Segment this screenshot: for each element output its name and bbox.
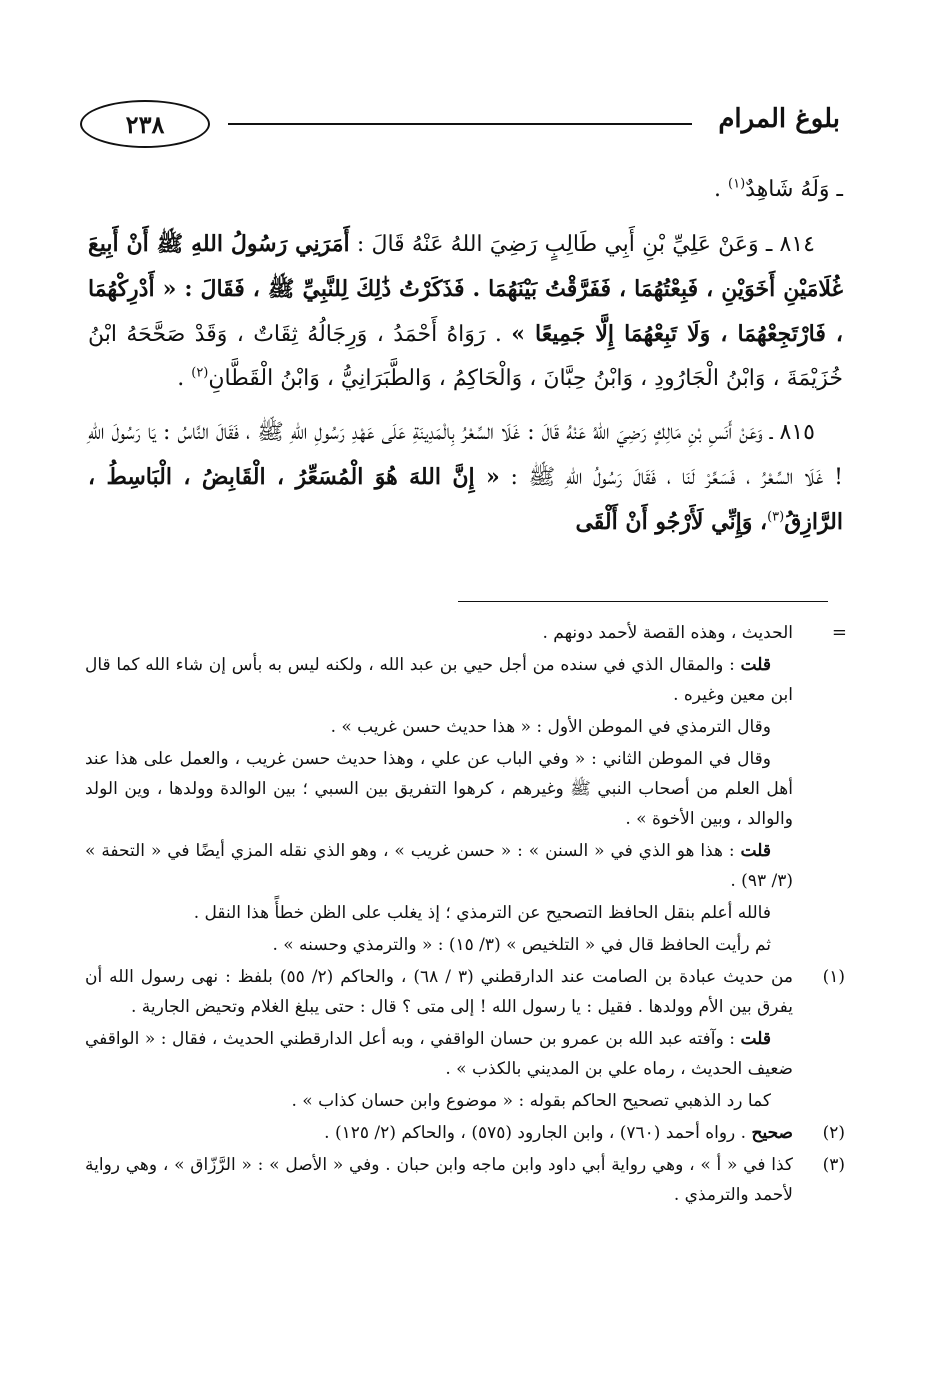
footnote-ref-2: (٢)	[191, 365, 209, 381]
footnote-continuation	[85, 618, 845, 960]
hadith-814-quote: أَمَرَنِي رَسُولُ اللهِ ﷺ أَنْ أَبِيعَ غُلَامَيْنِ أَخَوَيْنِ ، فَبِعْتُهُمَا ، فَفَرَّقْتُ بَيْنَهُمَا . فَذَكَرْتُ ذَٰلِكَ لِلنَّبِيِّ ﷺ ، فَقَالَ :	[88, 231, 843, 302]
page-number: ٢٣٨	[80, 100, 210, 148]
footnote-1	[85, 962, 845, 1116]
qult-label: قلت	[740, 1029, 771, 1049]
book-title: بلوغ المرام	[718, 104, 840, 134]
footnote-text: كذا في « أ » ، وهي رواية أبي داود وابن ماجه وابن حبان . وفي « الأصل » : « الرَّزّاق » ، وهي رواية لأحمد والترمذي .	[85, 1155, 793, 1205]
page-header	[80, 96, 840, 152]
footnote-text: من حديث عبادة بن الصامت عند الدارقطني (٣ / ٦٨) ، والحاكم (٢/ ٥٥) بلفظ : نهى رسول الله أن يفرق بين الأم وولدها . فقيل : يا رسول الله ! إلى متى ؟ قال : حتى يبلغ الغلام وتحيض الجارية .	[85, 967, 793, 1017]
footnote-line: وقال في الموطن الثاني : « وفي الباب عن علي ، وهذا حديث حسن غريب ، والعمل على هذا عند أهل العلم من أصحاب النبي ﷺ وغيرهم ، كرهوا التفريق بين السبي ؛ بين الوالدة وولدها ، وين الولد والوالد ، وبين الأخوة » .	[85, 749, 793, 829]
footnote-separator	[458, 601, 828, 602]
hadith-815	[88, 411, 843, 545]
footnote-marker: (٢)	[822, 1123, 845, 1143]
footnote-3	[85, 1150, 845, 1210]
footnote-marker: (٣)	[822, 1155, 845, 1175]
footnote-line	[85, 1118, 793, 1148]
footnote-text: : وآفته عبد الله بن عمرو بن حسان الواقفي ، وبه أعل الدارقطني الحديث ، فقال : « الواقفي ضعيف الحديث ، رماه علي بن المديني بالكذب » .	[85, 1029, 793, 1079]
footnote-text: . رواه أحمد (٧٦٠) ، وابن الجارود (٥٧٥) ، والحاكم (٢/ ١٢٥) .	[324, 1123, 752, 1143]
footnote-2	[85, 1118, 845, 1148]
period: .	[714, 177, 729, 202]
footnote-line: فالله أعلم بنقل الحافظ التصحيح عن الترمذي ؛ إذ يغلب على الظن خطأً هذا النقل .	[193, 903, 771, 923]
hadith-814-takhrij: . رَوَاهُ أَحْمَدُ ، وَرِجَالُهُ ثِقَاتٌ ، وَقَدْ صَحَّحَهُ ابْنُ خُزَيْمَةَ ، وَابْنُ الْجَارُودِ ، وَابْنُ حِبَّانَ ، وَالْحَاكِمُ ، وَالطَّبَرَانِيُّ ، وَابْنُ الْقَطَّانِ	[88, 322, 843, 391]
hadith-815-quote-end: ، وَإِنِّي لَأَرْجُو أَنْ أَلْقَى	[575, 509, 768, 535]
hadith-814-lead: ٨١٤ ـ وَعَنْ عَلِيِّ بْنِ أَبِي طَالِبٍ رَضِيَ اللهُ عَنْهُ قَالَ :	[349, 232, 815, 257]
hadith-814-command: « أَدْرِكْهُمَا ، فَارْتَجِعْهُمَا ، وَلَا تَبِعْهُمَا إِلَّا جَمِيعًا »	[88, 276, 843, 347]
footnote-line: وقال الترمذي في الموطن الأول : « هذا حديث حسن غريب » .	[330, 717, 771, 737]
hadith-815-quote: « إِنَّ اللهَ هُوَ الْمُسَعِّرُ ، الْقَابِضُ ، الْبَاسِطُ ، الرَّازِقُ	[88, 464, 843, 535]
footnotes	[85, 618, 845, 1212]
footnote-line	[85, 1024, 793, 1084]
grade-label: صحيح	[751, 1123, 793, 1143]
continuation-mark: =	[831, 622, 847, 643]
qult-label: قلت	[740, 841, 771, 861]
footnote-text: : والمقال الذي في سنده من أجل حيي بن عبد الله ، ولكنه ليس به بأس إن شاء الله كما قال ابن معين وغيره .	[85, 655, 793, 705]
footnote-line	[85, 836, 793, 896]
footnote-ref-1: (١)	[728, 176, 746, 192]
footnote-line: ثم رأيت الحافظ قال في « التلخيص » (٣/ ١٥) : « والترمذي وحسنه » .	[272, 935, 771, 955]
footnote-ref-3: (٣)	[767, 509, 785, 525]
footnote-line	[85, 650, 793, 710]
witness-text: ـ وَلَهُ شَاهِدٌ	[745, 177, 843, 202]
header-rule	[228, 123, 692, 125]
hadith-814	[88, 222, 843, 401]
footnote-line: الحديث ، وهذه القصة لأحمد دونهم .	[542, 623, 793, 643]
period: .	[177, 366, 192, 391]
footnote-text: : هذا هو الذي في « السنن » : « حسن غريب » ، وهو الذي نقله المزي أيضًا في « التحفة » (٣/ ٩٣) .	[85, 841, 793, 891]
continuation-line	[88, 168, 843, 212]
main-text	[88, 168, 843, 555]
footnote-marker: (١)	[822, 967, 845, 987]
hadith-815-lead: ٨١٥ ـ وَعَنْ أَنَسِ بْنِ مَالِكٍ رَضِيَ اللهُ عَنْهُ قَالَ : غَلَا السِّعْرُ بِالْمَدِينَةِ عَلَى عَهْدِ رَسُولِ اللهِ ﷺ ، فَقَالَ النَّاسُ : يَا رَسُولَ اللهِ ! غَلَا السِّعْرُ ، فَسَعِّرْ لَنَا ، فَقَالَ رَسُولُ اللهِ ﷺ :	[88, 420, 843, 490]
footnote-line: كما رد الذهبي تصحيح الحاكم بقوله : « موضوع وابن حسان كذاب » .	[291, 1091, 771, 1111]
qult-label: قلت	[740, 655, 771, 675]
